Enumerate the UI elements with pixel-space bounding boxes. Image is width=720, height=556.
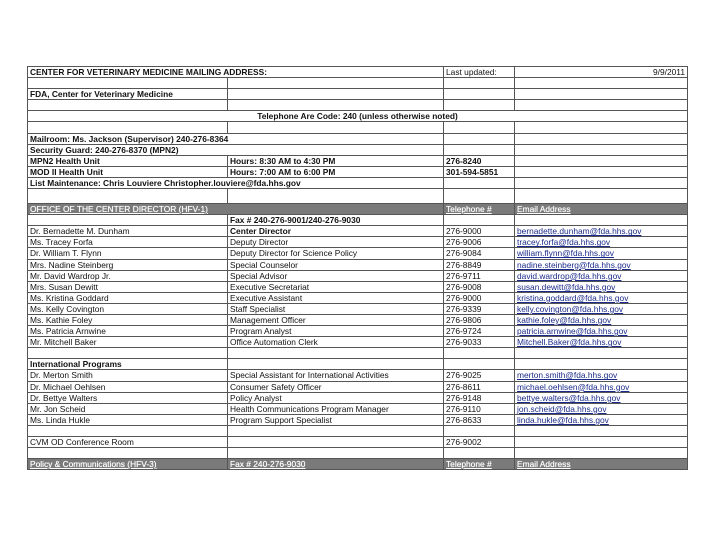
person-name: Dr. Michael Oehlsen [28, 381, 228, 392]
person-name: Mr. Mitchell Baker [28, 337, 228, 348]
spacer-row [28, 189, 688, 204]
mailroom-row [28, 133, 688, 144]
header-row [28, 67, 688, 78]
person-name: Ms. Kristina Goddard [28, 292, 228, 303]
person-phone: 276-9724 [444, 326, 515, 337]
email-link[interactable]: patricia.arnwine@fda.hhs.gov [517, 326, 628, 337]
table-row [28, 381, 688, 392]
phone-column-header: Telephone # [444, 459, 515, 470]
email-link[interactable]: bettye.walters@fda.hhs.gov [517, 392, 621, 403]
spacer-row [28, 448, 688, 459]
phone-column-header: Telephone # [444, 204, 515, 215]
email-link[interactable]: kelly.covington@fda.hhs.gov [517, 303, 624, 314]
person-email-cell [515, 337, 688, 348]
person-title: Health Communications Program Manager [228, 403, 444, 414]
conference-room-row [28, 437, 688, 448]
table-row [28, 326, 688, 337]
org-row [28, 89, 688, 100]
person-title: Program Support Specialist [228, 414, 444, 425]
person-title: Office Automation Clerk [228, 337, 444, 348]
table-row [28, 237, 688, 248]
table-row [28, 414, 688, 425]
person-name: Ms. Patricia Arnwine [28, 326, 228, 337]
email-link[interactable]: nadine.steinberg@fda.hhs.gov [517, 259, 631, 270]
person-email-cell [515, 259, 688, 270]
person-phone: 276-8611 [444, 381, 515, 392]
email-link[interactable]: linda.hukle@fda.hhs.gov [517, 414, 609, 425]
mpn2-phone: 276-8240 [444, 155, 515, 166]
mpn2-label: MPN2 Health Unit [28, 155, 228, 166]
person-name: Ms. Kelly Covington [28, 303, 228, 314]
person-email-cell [515, 248, 688, 259]
security-guard-info: Security Guard: 240-276-8370 (MPN2) [28, 144, 444, 155]
mod2-label: MOD II Health Unit [28, 166, 228, 177]
phone-note-row [28, 111, 688, 122]
mod2-hours: Hours: 7:00 AM to 6:00 PM [228, 166, 444, 177]
spacer-row [28, 122, 688, 133]
table-row [28, 270, 688, 281]
person-title: Deputy Director for Science Policy [228, 248, 444, 259]
table-row [28, 337, 688, 348]
person-name: Dr. Bernadette M. Dunham [28, 226, 228, 237]
org-name: FDA, Center for Veterinary Medicine [28, 89, 228, 100]
person-phone: 276-9000 [444, 292, 515, 303]
person-phone: 276-9339 [444, 303, 515, 314]
mod2-phone: 301-594-5851 [444, 166, 515, 177]
mod2-row [28, 166, 688, 177]
last-updated-label: Last updated: [444, 67, 515, 78]
person-phone: 276-9006 [444, 237, 515, 248]
email-column-header: Email Address [515, 459, 688, 470]
person-name: Ms. Tracey Forfa [28, 237, 228, 248]
person-phone: 276-9806 [444, 314, 515, 325]
person-name: Mr. Jon Scheid [28, 403, 228, 414]
fax-number: Fax # 240-276-9030 [228, 459, 444, 470]
directory-sheet [27, 66, 688, 470]
table-row [28, 370, 688, 381]
email-link[interactable]: kristina.goddard@fda.hhs.gov [517, 292, 629, 303]
table-row [28, 303, 688, 314]
person-email-cell [515, 226, 688, 237]
person-email-cell [515, 392, 688, 403]
table-row [28, 403, 688, 414]
table-row [28, 226, 688, 237]
conference-room-phone: 276-9002 [444, 437, 515, 448]
person-email-cell [515, 281, 688, 292]
person-email-cell [515, 292, 688, 303]
email-link[interactable]: merton.smith@fda.hhs.gov [517, 370, 618, 381]
email-link[interactable]: kathie.foley@fda.hhs.gov [517, 315, 612, 326]
section-name: Policy & Communications (HFV-3) [28, 459, 228, 470]
person-phone: 276-9711 [444, 270, 515, 281]
person-title: Center Director [228, 226, 444, 237]
person-email-cell [515, 414, 688, 425]
email-column-header: Email Address [515, 204, 688, 215]
mpn2-row [28, 155, 688, 166]
section-header-row [28, 204, 688, 215]
mpn2-hours: Hours: 8:30 AM to 4:30 PM [228, 155, 444, 166]
person-phone: 276-9033 [444, 337, 515, 348]
email-link[interactable]: tracey.forfa@fda.hhs.gov [517, 237, 611, 248]
area-code-note: Telephone Are Code: 240 (unless otherwise noted) [28, 111, 688, 122]
security-row [28, 144, 688, 155]
spacer-row [28, 78, 688, 89]
email-link[interactable]: david.wardrop@fda.hhs.gov [517, 270, 622, 281]
table-row [28, 259, 688, 270]
table-row [28, 292, 688, 303]
person-email-cell [515, 403, 688, 414]
person-email-cell [515, 314, 688, 325]
person-name: Ms. Kathie Foley [28, 314, 228, 325]
person-title: Consumer Safety Officer [228, 381, 444, 392]
spacer-row [28, 100, 688, 111]
table-row [28, 281, 688, 292]
conference-room-name: CVM OD Conference Room [28, 437, 228, 448]
section-name: OFFICE OF THE CENTER DIRECTOR (HFV-1) [28, 204, 444, 215]
person-name: Dr. Bettye Walters [28, 392, 228, 403]
list-maintenance-info: List Maintenance: Chris Louviere Christopher.louviere@fda.hhs.gov [28, 177, 444, 188]
person-phone: 276-9110 [444, 403, 515, 414]
email-link[interactable]: susan.dewitt@fda.hhs.gov [517, 281, 616, 292]
spacer-row [28, 425, 688, 436]
table-row [28, 392, 688, 403]
person-phone: 276-9008 [444, 281, 515, 292]
person-phone: 276-8633 [444, 414, 515, 425]
person-title: Executive Assistant [228, 292, 444, 303]
email-link[interactable]: michael.oehlsen@fda.hhs.gov [517, 381, 630, 392]
person-title: Staff Specialist [228, 303, 444, 314]
person-title: Executive Secretariat [228, 281, 444, 292]
person-name: Ms. Linda Hukle [28, 414, 228, 425]
mailing-address-title: CENTER FOR VETERINARY MEDICINE MAILING ADDRESS: [28, 67, 444, 78]
table-row [28, 314, 688, 325]
person-title: Special Advisor [228, 270, 444, 281]
email-link[interactable]: jon.scheid@fda.hhs.gov [517, 403, 607, 414]
spacer-row [28, 348, 688, 359]
person-title: Policy Analyst [228, 392, 444, 403]
person-name: Mr. David Wardrop Jr. [28, 270, 228, 281]
person-title: Deputy Director [228, 237, 444, 248]
person-email-cell [515, 270, 688, 281]
last-updated-value: 9/9/2011 [515, 67, 688, 78]
person-phone: 276-9148 [444, 392, 515, 403]
person-title: Program Analyst [228, 326, 444, 337]
person-title: Special Assistant for International Activities [228, 370, 444, 381]
person-title: Special Counselor [228, 259, 444, 270]
international-programs-title: International Programs [28, 359, 228, 370]
email-link[interactable]: bernadette.dunham@fda.hhs.gov [517, 226, 642, 237]
list-maintenance-row [28, 177, 688, 188]
person-phone: 276-8849 [444, 259, 515, 270]
person-email-cell [515, 237, 688, 248]
email-link[interactable]: Mitchell.Baker@fda.hhs.gov [517, 337, 622, 348]
person-title: Management Officer [228, 314, 444, 325]
section-header-row [28, 459, 688, 470]
person-email-cell [515, 381, 688, 392]
person-email-cell [515, 303, 688, 314]
fax-number: Fax # 240-276-9001/240-276-9030 [228, 215, 444, 226]
person-phone: 276-9025 [444, 370, 515, 381]
mailroom-info: Mailroom: Ms. Jackson (Supervisor) 240-276-8364 [28, 133, 444, 144]
section-title-row [28, 359, 688, 370]
table-row [28, 248, 688, 259]
person-phone: 276-9000 [444, 226, 515, 237]
person-name: Mrs. Susan Dewitt [28, 281, 228, 292]
person-name: Mrs. Nadine Steinberg [28, 259, 228, 270]
person-phone: 276-9084 [444, 248, 515, 259]
fax-row [28, 215, 688, 226]
person-name: Dr. William T. Flynn [28, 248, 228, 259]
person-name: Dr. Merton Smith [28, 370, 228, 381]
person-email-cell [515, 326, 688, 337]
person-email-cell [515, 370, 688, 381]
email-link[interactable]: william.flynn@fda.hhs.gov [517, 248, 614, 259]
